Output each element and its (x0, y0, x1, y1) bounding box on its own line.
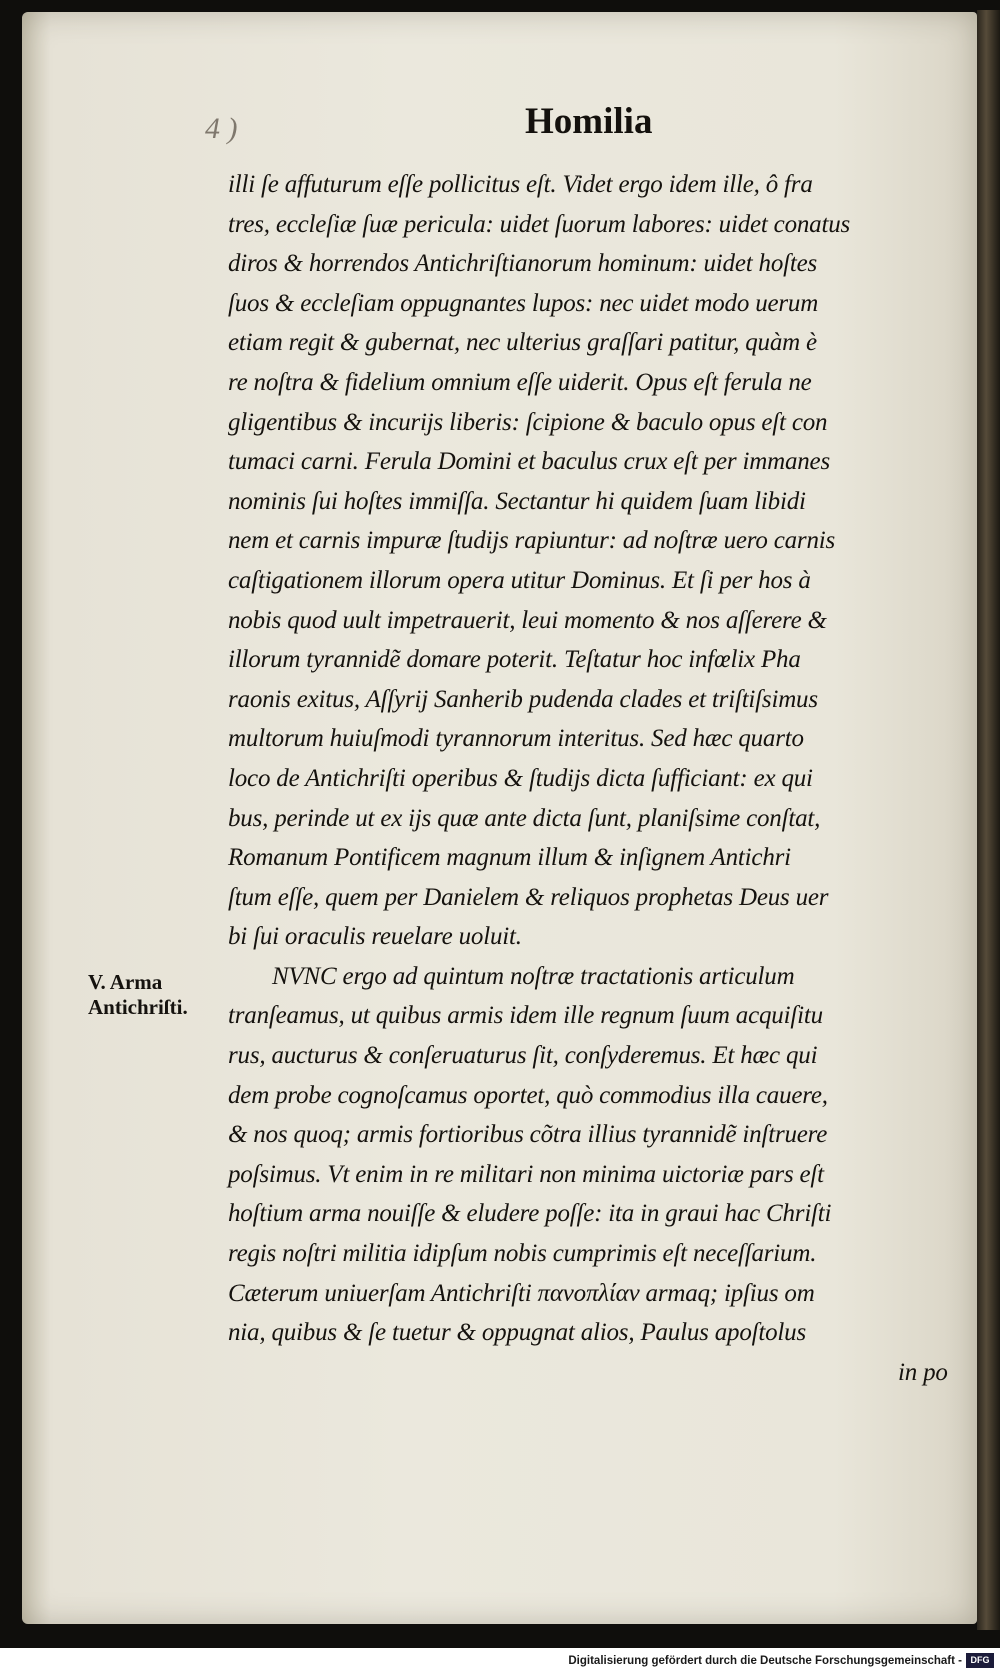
text-line: rus, aucturus & conſeruaturus ſit, conſyderemus. Et hæc qui (228, 1042, 818, 1070)
text-line: nia, quibus & ſe tuetur & oppugnat alios, Paulus apoſtolus (228, 1319, 806, 1347)
marginal-note-line: Antichriſti. (88, 995, 188, 1019)
text-line: diros & horrendos Antichriſtianorum hominum: uidet hoſtes (228, 250, 818, 278)
text-line: illorum tyrannidẽ domare poterit. Teſtatur hoc infœlix Pha (228, 646, 801, 674)
page-number: 4 ) (205, 112, 238, 145)
text-line: ſtum eſſe, quem per Danielem & reliquos prophetas Deus uer (228, 883, 829, 911)
text-line: loco de Antichriſti operibus & ſtudijs dicta ſufficiant: ex qui (228, 764, 813, 792)
catchword: in po (898, 1358, 948, 1386)
text-line: Cæterum uniuerſam Antichriſti πανοπλίαν armaq; ipſius om (228, 1279, 815, 1307)
text-line: bi ſui oraculis reuelare uoluit. (228, 923, 522, 951)
text-line: ſuos & eccleſiam oppugnantes lupos: nec uidet modo uerum (228, 289, 819, 317)
text-line: gligentibus & incurijs liberis: ſcipione & baculo opus eſt con (228, 408, 828, 436)
body-text (228, 165, 968, 1392)
text-line: re noſtra & fidelium omnium eſſe uiderit. Opus eſt ferula ne (228, 368, 812, 396)
text-line: & nos quoq; armis fortioribus cõtra illius tyrannidẽ inſtruere (228, 1121, 828, 1149)
text-line: nem et carnis impuræ ſtudijs rapiuntur: ad noſtræ uero carnis (228, 527, 836, 555)
text-line: hoſtium arma nouiſſe & eludere poſſe: ita in graui hac Chriſti (228, 1200, 832, 1228)
text-line: nominis ſui hoſtes immiſſa. Sectantur hi quidem ſuam libidi (228, 487, 806, 515)
text-line: raonis exitus, Aſſyrij Sanherib pudenda clades et triſtiſsimus (228, 685, 818, 713)
text-line: caſtigationem illorum opera utitur Dominus. Et ſi per hos à (228, 566, 811, 594)
book-edge (977, 10, 1000, 1630)
text-line: dem probe cognoſcamus oportet, quò commodius illa cauere, (228, 1081, 828, 1109)
text-line: illi ſe affuturum eſſe pollicitus eſt. Videt ergo idem ille, ô fra (228, 171, 813, 198)
marginal-note-line: V. Arma (88, 970, 163, 994)
text-line: regis noſtri militia idipſum nobis cumprimis eſt neceſſarium. (228, 1240, 817, 1268)
text-line: NVNC ergo ad quintum noſtræ tractationis articulum (272, 962, 795, 990)
dfg-logo: DFG (966, 1653, 994, 1668)
text-line: etiam regit & gubernat, nec ulterius graſſari patitur, quàm è (228, 329, 817, 357)
text-line: tumaci carni. Ferula Domini et baculus crux eſt per immanes (228, 448, 830, 476)
text-line: bus, perinde ut ex ijs quæ ante dicta ſunt, planiſsime conſtat, (228, 804, 821, 832)
footer-credit: Digitalisierung gefördert durch die Deutsche Forschungsgemeinschaft - (568, 1655, 962, 1667)
text-line: multorum huiuſmodi tyrannorum interitus. Sed hæc quarto (228, 725, 804, 753)
text-line: tranſeamus, ut quibus armis idem ille regnum ſuum acquiſitu (228, 1002, 823, 1030)
running-head: Homilia (525, 101, 653, 142)
text-line: poſsimus. Vt enim in re militari non minima uictoriæ pars eſt (228, 1160, 824, 1188)
marginal-note (88, 970, 218, 1020)
text-line: nobis quod uult impetrauerit, leui momento & nos aſſerere & (228, 606, 827, 634)
text-line: tres, eccleſiæ ſuæ pericula: uidet ſuorum labores: uidet conatus (228, 210, 851, 238)
text-line: Romanum Pontificem magnum illum & inſignem Antichri (228, 844, 791, 872)
